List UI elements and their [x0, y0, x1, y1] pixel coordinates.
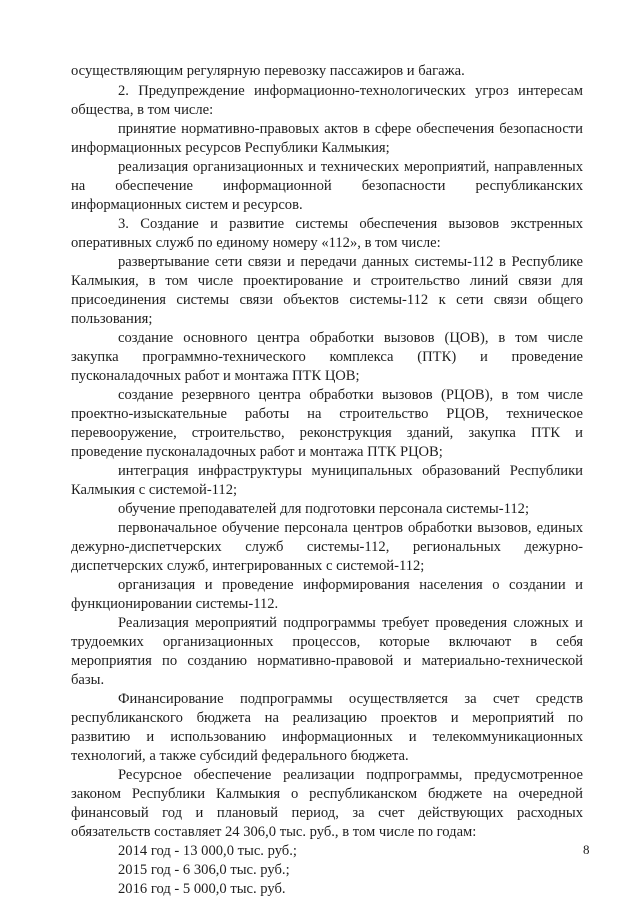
text-line: республиканского бюджета на реализацию проектов и мероприятий по — [71, 710, 583, 726]
text-line: информационных ресурсов Республики Калмыкия; — [71, 140, 390, 156]
text-line: 2016 год - 5 000,0 тыс. руб. — [118, 881, 286, 897]
text-line: мероприятия по созданию нормативно-правовой и материально-технической — [71, 653, 583, 669]
text-line: общества, в том числе: — [71, 102, 214, 118]
text-line: интеграция инфраструктуры муниципальных образований Республики — [118, 463, 583, 479]
text-line: 2015 год - 6 306,0 тыс. руб.; — [118, 862, 290, 878]
text-line: пользования; — [71, 311, 153, 327]
text-line: финансовый год и плановый период, за счет действующих расходных — [71, 805, 583, 821]
text-line: обязательств составляет 24 306,0 тыс. руб., в том числе по годам: — [71, 824, 477, 840]
text-line: трудоемких организационных процессов, которые включают в себя — [71, 634, 583, 650]
text-line: реализация организационных и технических мероприятий, направленных — [118, 159, 583, 175]
text-line: 2014 год - 13 000,0 тыс. руб.; — [118, 843, 297, 859]
text-line: развитию и использованию информационных и телекоммуникационных — [71, 729, 583, 745]
text-line: дежурно-диспетчерских служб системы-112, региональных дежурно- — [71, 539, 583, 555]
text-line: обучение преподавателей для подготовки персонала системы-112; — [118, 501, 530, 517]
text-line: Реализация мероприятий подпрограммы требует проведения сложных и — [118, 615, 583, 631]
text-line: создание резервного центра обработки вызовов (РЦОВ), в том числе — [118, 387, 583, 403]
text-line: создание основного центра обработки вызовов (ЦОВ), в том числе — [118, 330, 583, 346]
text-line: закупка программно-технического комплекса (ПТК) и проведение — [71, 349, 583, 365]
text-line: законом Республики Калмыкия о республиканском бюджете на очередной — [71, 786, 583, 802]
text-line: технологий, а также субсидий федерального бюджета. — [71, 748, 409, 764]
page-number: 8 — [583, 842, 590, 857]
text-line: информационных систем и ресурсов. — [71, 197, 303, 213]
text-line: оперативных служб по единому номеру «112», в том числе: — [71, 235, 441, 251]
text-line: диспетчерских служб, интегрированных с системой-112; — [71, 558, 425, 574]
text-line: проведение пусконаладочных работ и монтажа ПТК РЦОВ; — [71, 444, 443, 460]
text-line: осуществляющим регулярную перевозку пассажиров и багажа. — [71, 63, 465, 79]
text-line: функционировании системы-112. — [71, 596, 279, 612]
text-line: на обеспечение информационной безопасности республиканских — [71, 178, 583, 194]
text-line: организация и проведение информирования населения о создании и — [118, 577, 583, 593]
text-line: пусконаладочных работ и монтажа ПТК ЦОВ; — [71, 368, 360, 384]
text-line: 3. Создание и развитие системы обеспечения вызовов экстренных — [118, 216, 583, 232]
text-line: принятие нормативно-правовых актов в сфере обеспечения безопасности — [118, 121, 583, 137]
text-line: первоначальное обучение персонала центров обработки вызовов, единых — [118, 520, 583, 536]
text-line: базы. — [71, 672, 105, 688]
text-line: Калмыкия с системой-112; — [71, 482, 238, 498]
text-line: развертывание сети связи и передачи данных системы-112 в Республике — [118, 254, 583, 270]
text-line: Финансирование подпрограммы осуществляется за счет средств — [118, 691, 583, 707]
text-line: проектно-изыскательные работы на строительство РЦОВ, техническое — [71, 406, 583, 422]
text-line: Калмыкия, в том числе проектирование и строительство линий связи для — [71, 273, 583, 289]
text-line: 2. Предупреждение информационно-технологических угроз интересам — [118, 83, 583, 99]
text-line: Ресурсное обеспечение реализации подпрограммы, предусмотренное — [118, 767, 583, 783]
text-line: присоединения системы связи объектов системы-112 к сети связи общего — [71, 292, 583, 308]
text-line: перевооружение, строительство, реконструкция зданий, закупка ПТК и — [71, 425, 583, 441]
